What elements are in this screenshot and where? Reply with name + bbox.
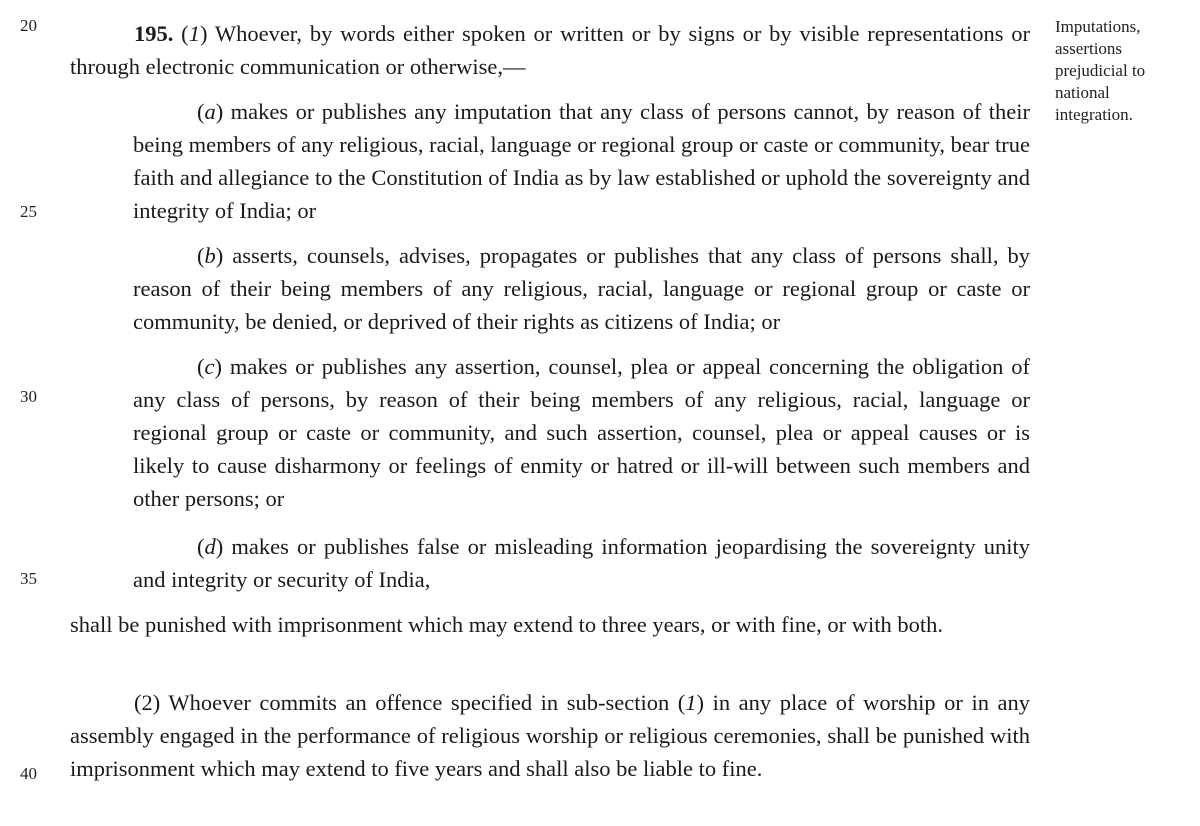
punishment-text: shall be punished with imprisonment which may extend to three years, or with fine, or with both. — [70, 612, 943, 637]
subsection-text: Whoever commits an offence specified in sub-section — [168, 690, 670, 715]
line-number: 25 — [20, 202, 37, 221]
marginal-note: Imputations, assertions prejudicial to national integration. — [1055, 17, 1146, 124]
line-number: 35 — [20, 569, 37, 588]
subsection-marker: 1 — [188, 21, 200, 46]
clause-c: (c) makes or publishes any assertion, counsel, plea or appeal concerning the obligation of any class of persons, by reason of their being members of any religious, racial, language or regional group or caste or community, and such assertion, counsel, plea or appeal causes or is likely to cause disharmony or feelings of enmity or hatred or ill-will between such members and other persons; or — [133, 354, 1030, 511]
subsection-marker: 2 — [141, 690, 153, 715]
subsection-text: in any place of worship or in any assembly engaged in the performance of religious worship or religious ceremonies, shall be punished with imprisonment which may extend to five years and shall also be liable to fine. — [70, 690, 1030, 781]
clause-text: asserts, counsels, advises, propagates or publishes that any class of persons shall, by reason of their being members of any religious, racial, language or regional group or caste or community, be denied, or deprived of their rights as citizens of India; or — [133, 243, 1030, 334]
clause-text: makes or publishes any imputation that any class of persons cannot, by reason of their being members of any religious, racial, language or regional group or caste or community, bear true faith and allegiance to the Constitution of India as by law established or uphold the sovereignty and integrity of India; or — [133, 99, 1030, 223]
clause-letter: d — [204, 534, 216, 559]
clause-letter: a — [204, 99, 216, 124]
line-number: 20 — [20, 16, 37, 35]
section-intro: 195. (1) Whoever, by words either spoken or written or by signs or by visible representations or through electronic communication or otherwise,— — [70, 21, 1030, 79]
section-number: 195. — [134, 21, 174, 46]
line-number: 40 — [20, 764, 37, 783]
line-number: 30 — [20, 387, 37, 406]
clause-d: (d) makes or publishes false or misleading information jeopardising the sovereignty unity and integrity or security of India, — [133, 534, 1030, 592]
clause-b: (b) asserts, counsels, advises, propagates or publishes that any class of persons shall, by reason of their being members of any religious, racial, language or regional group or caste or community, be denied, or deprived of their rights as citizens of India; or — [133, 243, 1030, 334]
subsection-reference: 1 — [685, 690, 697, 715]
clause-letter: c — [204, 354, 215, 379]
clause-text: makes or publishes false or misleading information jeopardising the sovereignty unity and integrity or security of India, — [133, 534, 1030, 592]
clause-a: (a) makes or publishes any imputation that any class of persons cannot, by reason of their being members of any religious, racial, language or regional group or caste or community, bear true faith and allegiance to the Constitution of India as by law established or uphold the sovereignty and integrity of India; or — [133, 99, 1030, 223]
section-intro-text: Whoever, by words either spoken or written or by signs or by visible representations or through electronic communication or otherwise,— — [70, 21, 1030, 79]
clause-letter: b — [204, 243, 216, 268]
clause-text: makes or publishes any assertion, counsel, plea or appeal concerning the obligation of any class of persons, by reason of their being members of any religious, racial, language or regional group or caste or community, and such assertion, counsel, plea or appeal causes or is likely to cause disharmony or feelings of enmity or hatred or ill-will between such members and other persons; or — [133, 354, 1030, 511]
subsection-2: (2) Whoever commits an offence specified in sub-section (1) in any place of worship or in any assembly engaged in the performance of religious worship or religious ceremonies, shall be punished with imprisonment which may extend to five years and shall also be liable to fine. — [70, 690, 1030, 781]
